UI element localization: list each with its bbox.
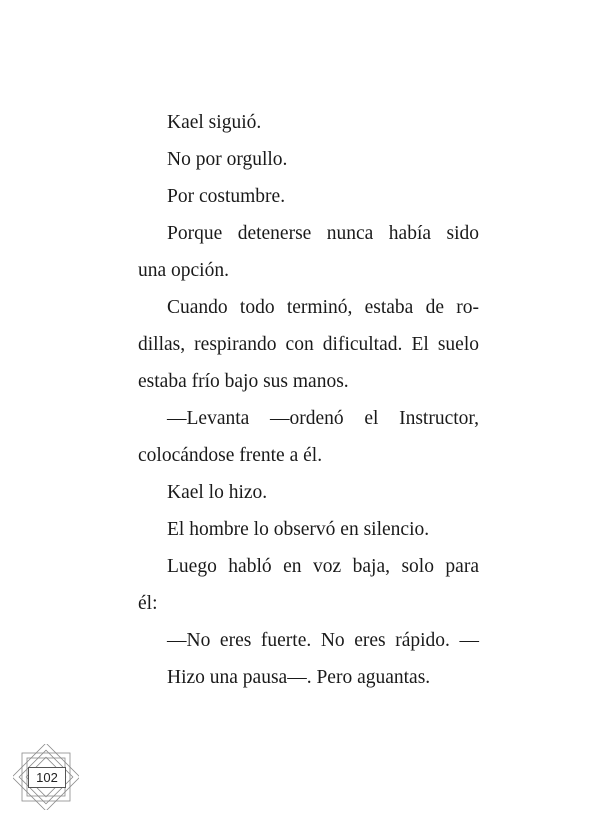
text-line: No por orgullo.	[167, 149, 288, 170]
body-text	[138, 104, 479, 696]
text-line: Kael lo hizo.	[167, 482, 268, 503]
text-line: Hizo una pausa—. Pero aguantas.	[167, 667, 431, 688]
text-line: Luego habló en voz baja, solo para	[167, 556, 479, 577]
text-line: él:	[138, 593, 158, 614]
text-line: Por costumbre.	[167, 186, 286, 207]
page-number: 102	[28, 767, 66, 788]
text-line: —No eres fuerte. No eres rápido. —	[167, 630, 479, 651]
text-line: una opción.	[138, 260, 229, 281]
text-line: colocándose frente a él.	[138, 445, 323, 466]
page-number-ornament	[13, 744, 79, 810]
text-line: Porque detenerse nunca había sido	[167, 223, 479, 244]
text-line: Cuando todo terminó, estaba de ro-	[167, 297, 479, 318]
text-line: estaba frío bajo sus manos.	[138, 371, 349, 392]
text-line: dillas, respirando con dificultad. El suelo	[138, 334, 479, 355]
text-line: —Levanta —ordenó el Instructor,	[167, 408, 479, 429]
text-line: El hombre lo observó en silencio.	[167, 519, 430, 540]
text-line: Kael siguió.	[167, 112, 262, 133]
